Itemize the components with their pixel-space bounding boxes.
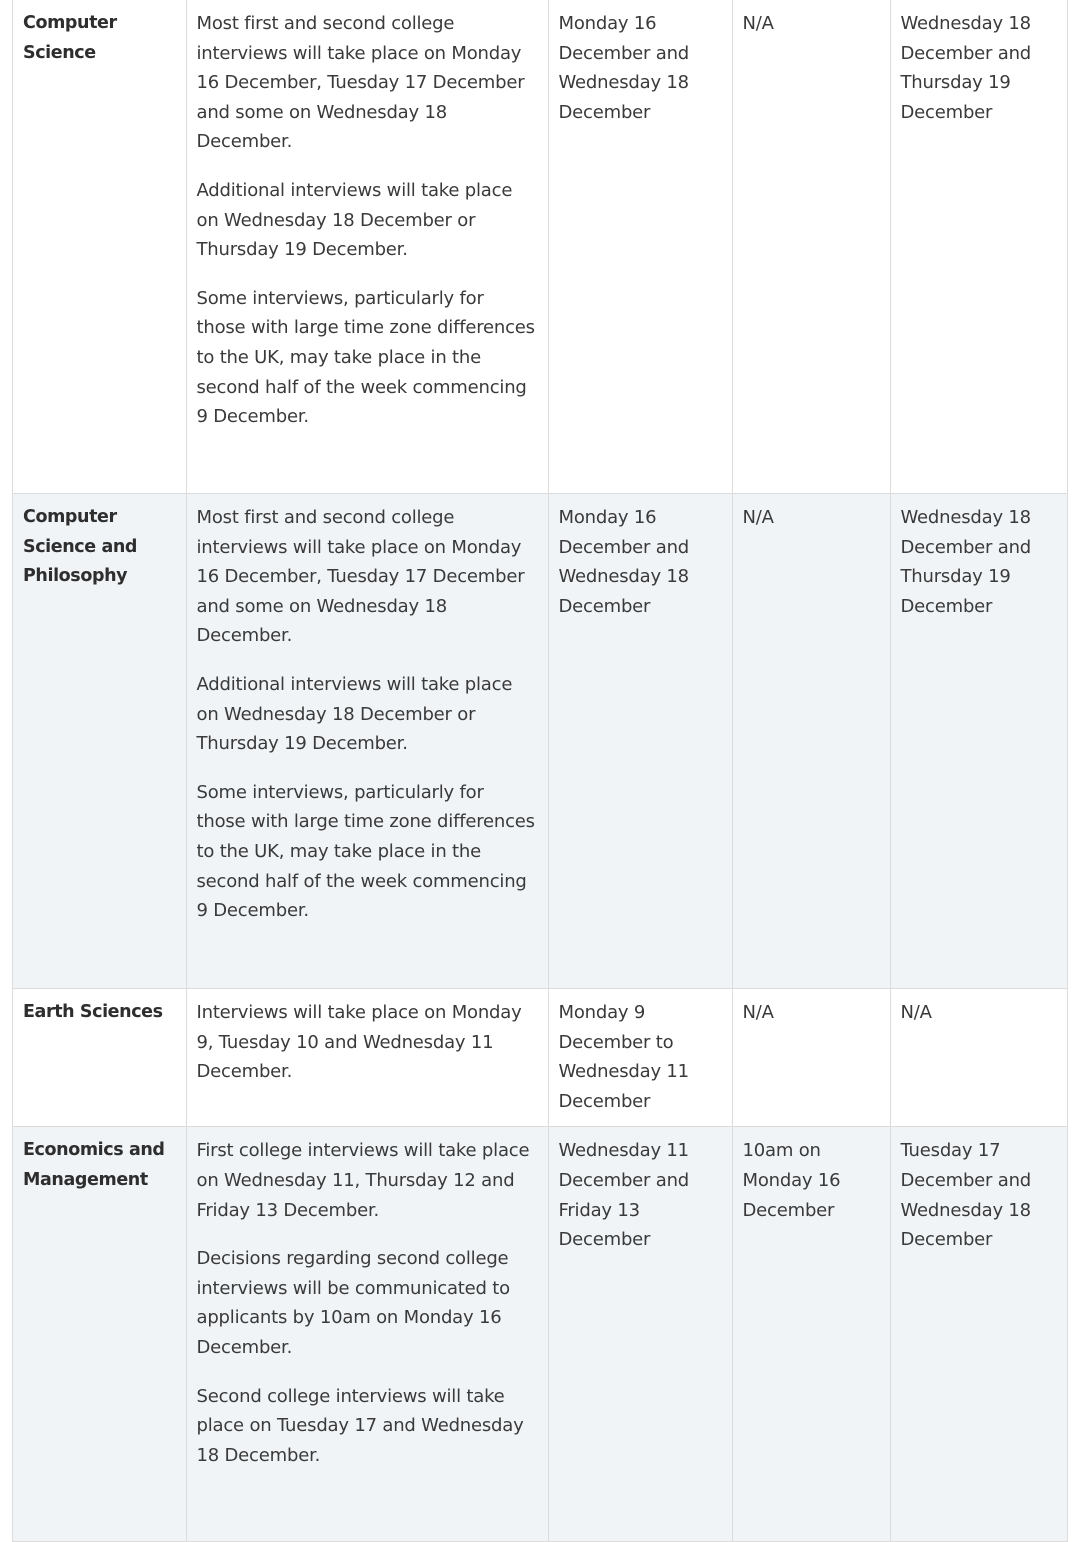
details-paragraph: Most first and second college interviews will take place on Monday 16 December, Tuesday 17 December and some on Wednesday 18 December. — [196, 507, 525, 647]
date-cell: 10am on Monday 16 December — [732, 1127, 890, 1542]
subject-cell: Computer Science and Philosophy — [13, 494, 186, 989]
schedule-table — [13, 0, 1067, 1542]
date-cell: Monday 16 December and Wednesday 18 December — [548, 0, 732, 494]
table-row — [13, 989, 1067, 1127]
table-row — [13, 0, 1067, 494]
date-cell: Monday 16 December and Wednesday 18 December — [548, 494, 732, 989]
table-row — [13, 494, 1067, 989]
details-paragraph: Decisions regarding second college interviews will be communicated to applicants by 10am on Monday 16 December. — [196, 1248, 510, 1358]
details-paragraph: Additional interviews will take place on Wednesday 18 December or Thursday 19 December. — [196, 179, 513, 261]
interview-schedule-table — [12, 0, 1068, 1542]
details-paragraph: Interviews will take place on Monday 9, Tuesday 10 and Wednesday 11 December. — [196, 1002, 522, 1083]
details-paragraph: Some interviews, particularly for those with large time zone differences to the UK, may take place in the second half of the week commencing 9 December. — [196, 287, 535, 428]
details-cell — [186, 1127, 548, 1542]
date-cell: N/A — [732, 494, 890, 989]
table-row — [13, 1127, 1067, 1542]
date-cell: N/A — [732, 0, 890, 494]
details-cell — [186, 494, 548, 989]
date-cell: Wednesday 11 December and Friday 13 December — [548, 1127, 732, 1542]
details-paragraph: Additional interviews will take place on Wednesday 18 December or Thursday 19 December. — [196, 673, 513, 755]
subject-cell: Computer Science — [13, 0, 186, 494]
date-cell: N/A — [890, 989, 1067, 1127]
details-paragraph: Second college interviews will take place on Tuesday 17 and Wednesday 18 December. — [196, 1385, 524, 1466]
details-paragraph: Most first and second college interviews will take place on Monday 16 December, Tuesday 17 December and some on Wednesday 18 December. — [196, 13, 525, 153]
details-paragraph: Some interviews, particularly for those with large time zone differences to the UK, may take place in the second half of the week commencing 9 December. — [196, 781, 535, 922]
date-cell: Tuesday 17 December and Wednesday 18 December — [890, 1127, 1067, 1542]
subject-cell: Earth Sciences — [13, 989, 186, 1127]
date-cell: Monday 9 December to Wednesday 11 December — [548, 989, 732, 1127]
subject-cell: Economics and Management — [13, 1127, 186, 1542]
details-cell — [186, 989, 548, 1127]
date-cell: Wednesday 18 December and Thursday 19 December — [890, 494, 1067, 989]
date-cell: Wednesday 18 December and Thursday 19 December — [890, 0, 1067, 494]
details-paragraph: First college interviews will take place on Wednesday 11, Thursday 12 and Friday 13 December. — [196, 1140, 530, 1221]
date-cell: N/A — [732, 989, 890, 1127]
details-cell — [186, 0, 548, 494]
